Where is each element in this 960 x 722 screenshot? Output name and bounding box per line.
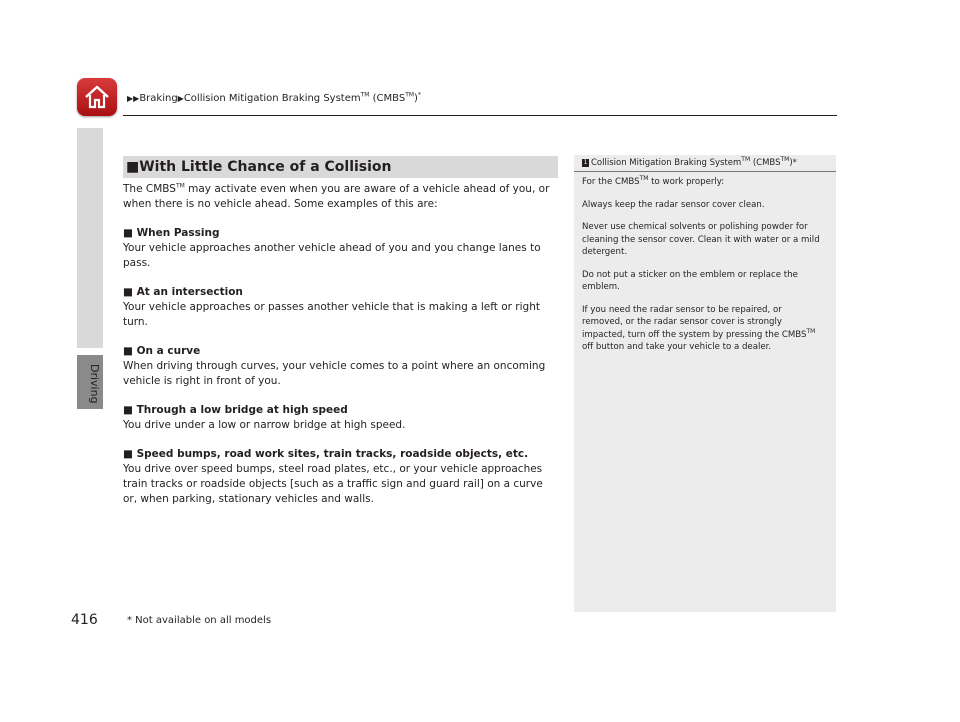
breadcrumb-arrow-icon: ▶	[177, 94, 184, 103]
page-number: 416	[71, 612, 98, 628]
example-item: ■ Speed bumps, road work sites, train tracks, roadside objects, etc. You drive over speed bumps, steel road plates, etc., or your vehicle approaches train tracks or roadside objects [such as a traffic sign and guard rail] on a curve or, when parking, stationary vehicles and walls.	[123, 448, 543, 505]
example-item: ■ At an intersection Your vehicle approaches or passes another vehicle that is making a left or right turn.	[123, 286, 540, 328]
side-label: Driving	[88, 364, 101, 404]
breadcrumb-item-braking[interactable]: Braking	[139, 93, 178, 104]
side-tab-inactive	[77, 128, 103, 348]
home-button[interactable]	[77, 78, 117, 116]
main-content	[123, 182, 560, 521]
section-heading: ■With Little Chance of a Collision	[123, 156, 558, 178]
note-sidebar	[574, 155, 836, 612]
breadcrumb-arrow-icon: ▶▶	[127, 94, 140, 103]
example-item: ■ When Passing Your vehicle approaches another vehicle ahead of you and you change lanes to pass.	[123, 227, 541, 269]
footnote: * Not available on all models	[127, 615, 272, 626]
sidebar-paragraph: Never use chemical solvents or polishing powder for cleaning the sensor cover. Clean it with water or a mild detergent.	[582, 222, 820, 257]
sidebar-paragraph: If you need the radar sensor to be repaired, or removed, or the radar sensor cover is strongly impacted, turn off the system by pressing the CMBS™ off button and take your vehicle to a dealer.	[582, 304, 816, 352]
sidebar-paragraph: Do not put a sticker on the emblem or replace the emblem.	[582, 269, 798, 292]
example-item: ■ Through a low bridge at high speed You drive under a low or narrow bridge at high speed.	[123, 404, 406, 431]
sidebar-paragraph: Always keep the radar sensor cover clean.	[582, 199, 765, 210]
breadcrumb-item-cmbs[interactable]: Collision Mitigation Braking System™ (CMBS™)*	[183, 91, 421, 104]
home-icon	[83, 83, 111, 111]
example-item: ■ On a curve When driving through curves, your vehicle comes to a point where an oncoming vehicle is right in front of you.	[123, 345, 546, 387]
reference-mark-icon: 1	[583, 158, 588, 166]
sidebar-paragraph: For the CMBS™ to work properly:	[582, 175, 725, 187]
sidebar-body	[574, 172, 836, 354]
breadcrumb	[127, 93, 421, 104]
intro-paragraph: The CMBS™ may activate even when you are aware of a vehicle ahead of you, or when there is no vehicle ahead. Some examples of this are:	[123, 182, 550, 210]
sidebar-heading[interactable]: 1 Collision Mitigation Braking System™ (CMBS™)*	[574, 155, 836, 172]
header-rule	[123, 115, 837, 116]
